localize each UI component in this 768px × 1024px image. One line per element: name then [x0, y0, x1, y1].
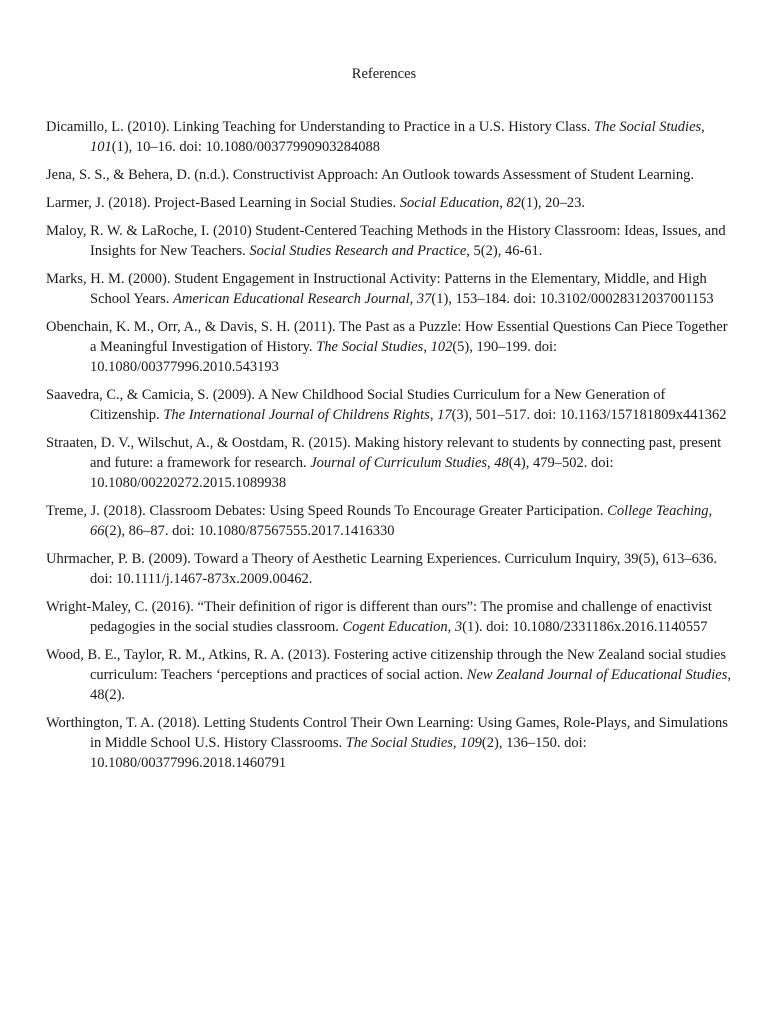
reference-text: (1), 10–16. doi: 10.1080/00377990903284088: [111, 139, 380, 155]
reference-entry: [46, 193, 736, 213]
reference-italic-text: 102: [430, 339, 453, 355]
reference-entry: [46, 597, 736, 637]
reference-text: , 48(2).: [90, 667, 731, 703]
reference-text: (3), 501–517. doi: 10.1163/157181809x441362: [451, 407, 727, 423]
reference-italic-text: The Social Studies: [345, 735, 453, 751]
reference-text: ,: [487, 455, 495, 471]
reference-text: ,: [701, 119, 705, 135]
reference-italic-text: New Zealand Journal of Educational Studies: [466, 667, 728, 683]
reference-entry: [46, 165, 736, 185]
reference-entry: [46, 385, 736, 425]
reference-italic-text: 3: [454, 619, 463, 635]
reference-text: ,: [423, 339, 431, 355]
reference-italic-text: 109: [460, 735, 482, 751]
reference-entry: [46, 549, 736, 589]
reference-text: Jena, S. S., & Behera, D. (n.d.). Constructivist Approach: An Outlook towards Assessment of Student Learning.: [46, 167, 694, 183]
reference-text: (1). doi: 10.1080/2331186x.2016.1140557: [462, 619, 708, 635]
reference-entry: [46, 117, 736, 157]
page-title: References: [351, 66, 417, 82]
reference-text: Wright-Maley, C. (2016). “Their definition of rigor is different than ours”: The promise and challenge of enactivist pedagogies in the social studies classroom.: [46, 599, 712, 635]
reference-italic-text: Cogent Education: [342, 619, 448, 635]
reference-text: ,: [708, 503, 713, 519]
reference-text: ,: [447, 619, 455, 635]
reference-italic-text: 48: [494, 455, 509, 471]
reference-text: ,: [499, 195, 507, 211]
reference-text: (1), 20–23.: [521, 195, 586, 211]
reference-text: ,: [452, 735, 461, 751]
reference-text: (5), 190–199. doi: 10.1080/00377996.2010.543193: [90, 339, 558, 375]
reference-italic-text: Journal of Curriculum Studies: [310, 455, 488, 471]
reference-entry: [46, 645, 736, 705]
reference-list: [46, 117, 736, 781]
reference-text: Maloy, R. W. & LaRoche, I. (2010) Student-Centered Teaching Methods in the History Classroom: Ideas, Issues, and Insights for New Teachers.: [46, 223, 726, 259]
reference-text: Dicamillo, L. (2010). Linking Teaching for Understanding to Practice in a U.S. History Class.: [46, 119, 595, 135]
reference-entry: [46, 713, 736, 773]
reference-entry: [46, 501, 736, 541]
reference-text: ,: [429, 407, 438, 423]
reference-italic-text: 82: [506, 195, 521, 211]
reference-italic-text: The Social Studies: [594, 119, 702, 135]
reference-entry: [46, 433, 736, 493]
reference-text: (2), 86–87. doi: 10.1080/87567555.2017.1416330: [104, 523, 395, 539]
reference-entry: [46, 221, 736, 261]
reference-text: , 5(2), 46-61.: [466, 243, 543, 259]
reference-text: ,: [409, 291, 417, 307]
reference-text: (4), 479–502. doi: 10.1080/00220272.2015.1089938: [90, 455, 614, 491]
reference-italic-text: American Educational Research Journal: [172, 291, 410, 307]
reference-text: Obenchain, K. M., Orr, A., & Davis, S. H. (2011). The Past as a Puzzle: How Essential Questions Can Piece Together a Meaningful Investigation of History.: [46, 319, 728, 355]
reference-italic-text: College Teaching: [607, 503, 709, 519]
reference-italic-text: The International Journal of Childrens Rights: [163, 407, 430, 423]
reference-italic-text: 66: [90, 523, 105, 539]
reference-text: Saavedra, C., & Camicia, S. (2009). A New Childhood Social Studies Curriculum for a New Generation of Citizenship.: [46, 387, 666, 423]
reference-text: Marks, H. M. (2000). Student Engagement in Instructional Activity: Patterns in the Elementary, Middle, and High School Years.: [46, 271, 707, 307]
reference-text: Larmer, J. (2018). Project-Based Learning in Social Studies.: [46, 195, 400, 211]
reference-text: Uhrmacher, P. B. (2009). Toward a Theory of Aesthetic Learning Experiences. Curriculum Inquiry, 39(5), 613–636. doi: 10.1111/j.1467-873x.2009.00462.: [46, 551, 718, 587]
reference-text: (1), 153–184. doi: 10.3102/00028312037001153: [431, 291, 714, 307]
reference-entry: [46, 317, 736, 377]
reference-italic-text: 17: [437, 407, 452, 423]
reference-text: Treme, J. (2018). Classroom Debates: Using Speed Rounds To Encourage Greater Participation.: [46, 503, 608, 519]
reference-text: (2), 136–150. doi: 10.1080/00377996.2018.1460791: [90, 735, 587, 771]
reference-italic-text: 101: [90, 139, 112, 155]
reference-italic-text: 37: [416, 291, 432, 307]
reference-italic-text: Social Education: [399, 195, 500, 211]
reference-text: Wood, B. E., Taylor, R. M., Atkins, R. A. (2013). Fostering active citizenship through the New Zealand social studies curriculum: Teachers ‘perceptions and practices of social action.: [46, 647, 726, 683]
reference-entry: [46, 269, 736, 309]
reference-text: Straaten, D. V., Wilschut, A., & Oostdam, R. (2015). Making history relevant to students by connecting past, present and future: a framework for research.: [46, 435, 722, 471]
reference-italic-text: The Social Studies: [316, 339, 424, 355]
reference-italic-text: Social Studies Research and Practice: [249, 243, 467, 259]
reference-text: Worthington, T. A. (2018). Letting Students Control Their Own Learning: Using Games, Role-Plays, and Simulations in Middle School U.S. History Classrooms.: [46, 715, 728, 751]
